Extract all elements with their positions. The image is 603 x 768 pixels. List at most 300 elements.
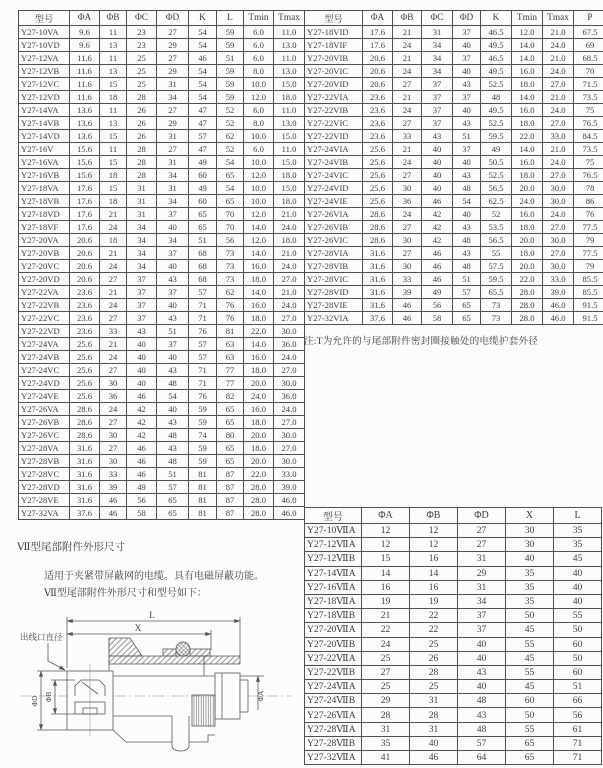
value-cell: 57 — [157, 481, 189, 494]
table-row — [19, 325, 305, 338]
tail-accessory-technical-drawing — [8, 604, 300, 766]
model-cell: Y27-32VIA — [305, 312, 363, 325]
value-cell: 40 — [410, 736, 458, 750]
value-cell: 37 — [127, 273, 157, 286]
value-cell: 20.6 — [70, 273, 100, 286]
table-row — [305, 637, 602, 651]
value-cell: 20.6 — [363, 52, 393, 65]
value-cell: 24 — [362, 637, 410, 651]
model-cell: Y27-28VB — [19, 455, 70, 468]
value-cell: 65 — [506, 736, 554, 750]
model-cell: Y27-28ⅦB — [305, 736, 362, 750]
value-cell: 27 — [100, 364, 127, 377]
value-cell: 51 — [554, 680, 602, 694]
value-cell: 73.5 — [574, 91, 603, 104]
value-cell: 35 — [554, 524, 602, 538]
value-cell: 42 — [422, 221, 453, 234]
value-cell: 46.5 — [481, 52, 512, 65]
value-cell: 68.5 — [574, 52, 603, 65]
value-cell: 60 — [189, 195, 217, 208]
value-cell: 77 — [217, 364, 244, 377]
value-cell: 18.0 — [512, 117, 543, 130]
value-cell: 59 — [217, 78, 244, 91]
value-cell: 34 — [127, 234, 157, 247]
value-cell: 23.6 — [363, 91, 393, 104]
column-header: X — [506, 508, 554, 524]
value-cell: 31 — [127, 182, 157, 195]
model-cell: Y27-12ⅦB — [305, 552, 362, 566]
model-cell: Y27-14VA — [19, 104, 70, 117]
value-cell: 40 — [453, 39, 481, 52]
value-cell: 57.5 — [481, 260, 512, 273]
value-cell: 40 — [554, 580, 602, 594]
value-cell: 22.0 — [244, 325, 274, 338]
value-cell: 43 — [453, 78, 481, 91]
value-cell: 23.6 — [70, 299, 100, 312]
column-header: ΦD — [458, 508, 506, 524]
value-cell: 20.0 — [244, 429, 274, 442]
table-row — [305, 552, 602, 566]
model-cell: Y27-12VD — [19, 91, 70, 104]
value-cell: 40 — [157, 299, 189, 312]
column-header: ΦB — [393, 11, 422, 26]
value-cell: 21 — [393, 26, 422, 39]
value-cell: 57 — [453, 286, 481, 299]
value-cell: 24.0 — [543, 156, 574, 169]
value-cell: 6.0 — [244, 39, 274, 52]
value-cell: 51 — [217, 52, 244, 65]
value-cell: 25.6 — [363, 156, 393, 169]
value-cell: 28.6 — [70, 429, 100, 442]
value-cell: 59 — [217, 65, 244, 78]
table-row — [305, 65, 603, 78]
table-row — [305, 234, 603, 247]
value-cell: 46.0 — [543, 299, 574, 312]
value-cell: 31 — [127, 208, 157, 221]
value-cell: 39 — [393, 286, 422, 299]
value-cell: 37 — [157, 247, 189, 260]
value-cell: 18 — [100, 195, 127, 208]
table-row — [305, 708, 602, 722]
value-cell: 43 — [453, 247, 481, 260]
value-cell: 27 — [393, 117, 422, 130]
value-cell: 27 — [393, 247, 422, 260]
value-cell: 28 — [362, 708, 410, 722]
value-cell: 27.0 — [543, 117, 574, 130]
table-row — [19, 286, 305, 299]
value-cell: 14.0 — [512, 91, 543, 104]
value-cell: 65 — [189, 221, 217, 234]
value-cell: 31.6 — [363, 247, 393, 260]
value-cell: 39.0 — [543, 286, 574, 299]
value-cell: 58 — [127, 507, 157, 520]
value-cell: 52 — [217, 104, 244, 117]
table-row — [305, 665, 602, 679]
column-header: ΦA — [362, 508, 410, 524]
table-row — [19, 390, 305, 403]
value-cell: 11.6 — [70, 78, 100, 91]
model-cell: Y27-22VC — [19, 312, 70, 325]
model-cell: Y27-22ⅦB — [305, 665, 362, 679]
value-cell: 37 — [453, 26, 481, 39]
model-cell: Y27-22VIA — [305, 91, 363, 104]
value-cell: 45 — [506, 651, 554, 665]
value-cell: 33 — [100, 325, 127, 338]
column-header: ΦC — [127, 11, 157, 26]
value-cell: 21 — [393, 52, 422, 65]
value-cell: 16.0 — [512, 104, 543, 117]
table-row — [305, 26, 603, 39]
value-cell: 73.5 — [574, 143, 603, 156]
value-cell: 49.5 — [481, 65, 512, 78]
value-cell: 37 — [127, 312, 157, 325]
value-cell: 34 — [127, 260, 157, 273]
value-cell: 10.0 — [244, 130, 274, 143]
value-cell: 18.0 — [244, 273, 274, 286]
value-cell: 57 — [189, 351, 217, 364]
value-cell: 40 — [127, 364, 157, 377]
value-cell: 20.0 — [512, 182, 543, 195]
value-cell: 24 — [393, 104, 422, 117]
value-cell: 60 — [189, 169, 217, 182]
value-cell: 24.0 — [543, 39, 574, 52]
value-cell: 43 — [453, 117, 481, 130]
model-cell: Y27-24ⅦA — [305, 680, 362, 694]
value-cell: 13.0 — [274, 65, 305, 78]
value-cell: 37.6 — [363, 312, 393, 325]
table-row — [305, 130, 603, 143]
value-cell: 43 — [422, 130, 453, 143]
table-row — [19, 260, 305, 273]
section-paragraph-line2: Ⅶ型尾部附件外形尺寸和型号如下： — [44, 588, 207, 599]
value-cell: 76 — [189, 390, 217, 403]
table-row — [305, 104, 603, 117]
value-cell: 13 — [100, 39, 127, 52]
value-cell: 40 — [157, 403, 189, 416]
table-row — [19, 299, 305, 312]
value-cell: 43 — [157, 273, 189, 286]
value-cell: 24.0 — [274, 221, 305, 234]
value-cell: 68 — [189, 260, 217, 273]
value-cell: 36 — [100, 390, 127, 403]
table-row — [19, 377, 305, 390]
value-cell: 16.0 — [512, 65, 543, 78]
value-cell: 63 — [217, 351, 244, 364]
value-cell: 64 — [458, 751, 506, 765]
o-ring-section — [176, 642, 190, 656]
value-cell: 18.0 — [512, 78, 543, 91]
value-cell: 48 — [453, 234, 481, 247]
model-cell: Y27-28VA — [19, 442, 70, 455]
header-row — [19, 11, 305, 26]
value-cell: 20.6 — [363, 65, 393, 78]
value-cell: 54 — [217, 182, 244, 195]
model-cell: Y27-24VIE — [305, 195, 363, 208]
value-cell: 17.6 — [70, 208, 100, 221]
value-cell: 27.0 — [543, 247, 574, 260]
value-cell: 15.6 — [70, 143, 100, 156]
column-header: ΦB — [410, 508, 458, 524]
value-cell: 53.5 — [481, 221, 512, 234]
table-row — [19, 442, 305, 455]
value-cell: 11.6 — [70, 52, 100, 65]
value-cell: 51 — [453, 273, 481, 286]
table-row — [19, 481, 305, 494]
table-row — [305, 736, 602, 750]
value-cell: 21 — [393, 143, 422, 156]
value-cell: 14.0 — [512, 39, 543, 52]
column-header: L — [217, 11, 244, 26]
value-cell: 30.0 — [543, 182, 574, 195]
value-cell: 75 — [574, 104, 603, 117]
value-cell: 59 — [217, 91, 244, 104]
value-cell: 31 — [458, 580, 506, 594]
table-row — [305, 694, 602, 708]
value-cell: 11.0 — [274, 26, 305, 39]
value-cell: 24.0 — [274, 299, 305, 312]
value-cell: 77.5 — [574, 247, 603, 260]
value-cell: 46 — [422, 247, 453, 260]
value-cell: 40 — [422, 182, 453, 195]
value-cell: 15.0 — [274, 130, 305, 143]
table-row — [19, 403, 305, 416]
table-row — [305, 609, 602, 623]
value-cell: 57 — [458, 736, 506, 750]
model-cell: Y27-26VB — [19, 416, 70, 429]
column-header: Tmin — [512, 11, 543, 26]
value-cell: 15.0 — [274, 182, 305, 195]
value-cell: 14.0 — [512, 52, 543, 65]
model-cell: Y27-18VA — [19, 182, 70, 195]
table-row — [19, 494, 305, 507]
table-row — [305, 39, 603, 52]
value-cell: 31.6 — [70, 494, 100, 507]
value-cell: 70 — [217, 208, 244, 221]
value-cell: 28.6 — [70, 416, 100, 429]
model-cell: Y27-24VB — [19, 351, 70, 364]
table-row — [19, 351, 305, 364]
value-cell: 47 — [189, 143, 217, 156]
model-cell: Y27-26VIC — [305, 234, 363, 247]
model-cell: Y27-20ⅦA — [305, 623, 362, 637]
value-cell: 21 — [100, 247, 127, 260]
value-cell: 40 — [458, 680, 506, 694]
value-cell: 15 — [100, 130, 127, 143]
model-cell: Y27-26VA — [19, 403, 70, 416]
value-cell: 37 — [157, 338, 189, 351]
value-cell: 37 — [422, 91, 453, 104]
value-cell: 14 — [362, 566, 410, 580]
value-cell: 31 — [157, 78, 189, 91]
value-cell: 14.0 — [512, 143, 543, 156]
value-cell: 31 — [410, 694, 458, 708]
value-cell: 12.0 — [244, 91, 274, 104]
value-cell: 56 — [422, 299, 453, 312]
value-cell: 25 — [410, 680, 458, 694]
value-cell: 81 — [217, 325, 244, 338]
model-cell: Y27-20ⅦB — [305, 637, 362, 651]
value-cell: 76 — [217, 312, 244, 325]
value-cell: 29 — [157, 117, 189, 130]
value-cell: 45 — [554, 552, 602, 566]
value-cell: 40 — [453, 208, 481, 221]
value-cell: 26 — [127, 130, 157, 143]
value-cell: 50.5 — [481, 156, 512, 169]
value-cell: 27.0 — [543, 221, 574, 234]
value-cell: 73 — [217, 260, 244, 273]
value-cell: 23 — [127, 39, 157, 52]
value-cell: 16.0 — [244, 351, 274, 364]
value-cell: 42 — [422, 208, 453, 221]
table-row — [19, 208, 305, 221]
value-cell: 28.6 — [363, 221, 393, 234]
value-cell: 27 — [157, 26, 189, 39]
value-cell: 28 — [410, 665, 458, 679]
value-cell: 65 — [189, 208, 217, 221]
coupling-cap — [215, 673, 240, 719]
value-cell: 40 — [453, 104, 481, 117]
value-cell: 27 — [362, 665, 410, 679]
value-cell: 73 — [217, 247, 244, 260]
value-cell: 43 — [157, 416, 189, 429]
value-cell: 66 — [554, 694, 602, 708]
table-row — [305, 273, 603, 286]
value-cell: 56 — [217, 234, 244, 247]
value-cell: 11 — [100, 143, 127, 156]
value-cell: 59 — [189, 403, 217, 416]
value-cell: 21 — [100, 338, 127, 351]
value-cell: 46 — [422, 273, 453, 286]
value-cell: 48 — [458, 694, 506, 708]
table-row — [19, 130, 305, 143]
value-cell: 31 — [422, 26, 453, 39]
value-cell: 25.6 — [363, 169, 393, 182]
model-cell: Y27-16VA — [19, 156, 70, 169]
value-cell: 85.5 — [574, 286, 603, 299]
value-cell: 58 — [422, 312, 453, 325]
value-cell: 34 — [422, 65, 453, 78]
value-cell: 62.5 — [481, 195, 512, 208]
value-cell: 40 — [157, 351, 189, 364]
value-cell: 65 — [453, 299, 481, 312]
value-cell: 49 — [189, 182, 217, 195]
value-cell: 18.0 — [274, 169, 305, 182]
value-cell: 33 — [393, 273, 422, 286]
table-row — [305, 722, 602, 736]
model-cell: Y27-24VE — [19, 390, 70, 403]
value-cell: 12 — [410, 538, 458, 552]
value-cell: 60 — [506, 694, 554, 708]
value-cell: 33.0 — [274, 468, 305, 481]
value-cell: 76 — [574, 208, 603, 221]
value-cell: 21 — [100, 286, 127, 299]
value-cell: 10.0 — [244, 156, 274, 169]
value-cell: 40 — [458, 637, 506, 651]
table-row — [19, 416, 305, 429]
value-cell: 40 — [422, 143, 453, 156]
value-cell: 30.0 — [543, 195, 574, 208]
value-cell: 6.0 — [244, 26, 274, 39]
model-cell: Y27-10VD — [19, 39, 70, 52]
value-cell: 27 — [100, 273, 127, 286]
value-cell: 28.0 — [512, 312, 543, 325]
value-cell: 20.6 — [70, 247, 100, 260]
shell-hump-section — [109, 638, 142, 656]
value-cell: 46.0 — [543, 312, 574, 325]
value-cell: 20.0 — [244, 455, 274, 468]
value-cell: 15 — [100, 156, 127, 169]
value-cell: 18.0 — [512, 247, 543, 260]
value-cell: 46.0 — [274, 494, 305, 507]
value-cell: 9.6 — [70, 26, 100, 39]
table-row — [19, 221, 305, 234]
value-cell: 11.0 — [274, 143, 305, 156]
table-row — [19, 182, 305, 195]
column-header: ΦD — [157, 11, 189, 26]
value-cell: 54 — [189, 78, 217, 91]
table-row — [305, 286, 603, 299]
value-cell: 16.0 — [244, 299, 274, 312]
dim-label-x: X — [134, 623, 142, 633]
value-cell: 37 — [453, 91, 481, 104]
value-cell: 6.0 — [244, 52, 274, 65]
value-cell: 87 — [217, 481, 244, 494]
value-cell: 25 — [362, 651, 410, 665]
value-cell: 65 — [157, 507, 189, 520]
value-cell: 37 — [453, 52, 481, 65]
value-cell: 34 — [157, 91, 189, 104]
value-cell: 69 — [574, 39, 603, 52]
value-cell: 24.0 — [512, 195, 543, 208]
value-cell: 17.6 — [70, 221, 100, 234]
model-cell: Y27-32ⅦA — [305, 751, 362, 765]
value-cell: 12.0 — [244, 169, 274, 182]
value-cell: 18.0 — [274, 195, 305, 208]
value-cell: 70 — [574, 65, 603, 78]
model-cell: Y27-20VC — [19, 260, 70, 273]
value-cell: 40 — [127, 338, 157, 351]
value-cell: 46 — [127, 442, 157, 455]
value-cell: 18.0 — [512, 169, 543, 182]
value-cell: 30.0 — [274, 455, 305, 468]
value-cell: 24.0 — [244, 390, 274, 403]
value-cell: 18.0 — [274, 91, 305, 104]
value-cell: 18.0 — [244, 416, 274, 429]
value-cell: 51 — [453, 130, 481, 143]
value-cell: 36.0 — [274, 390, 305, 403]
value-cell: 14 — [410, 566, 458, 580]
value-cell: 49.5 — [481, 104, 512, 117]
column-header: ΦC — [422, 11, 453, 26]
value-cell: 8.0 — [244, 117, 274, 130]
model-cell: Y27-20VA — [19, 234, 70, 247]
value-cell: 43 — [157, 364, 189, 377]
model-cell: Y27-32VA — [19, 507, 70, 520]
value-cell: 48 — [453, 260, 481, 273]
column-header: 型号 — [305, 508, 362, 524]
value-cell: 21 — [100, 208, 127, 221]
model-cell: Y27-20VIB — [305, 52, 363, 65]
value-cell: 76 — [217, 299, 244, 312]
value-cell: 23.6 — [70, 312, 100, 325]
value-cell: 43 — [458, 665, 506, 679]
model-cell: Y27-24VC — [19, 364, 70, 377]
value-cell: 40 — [157, 260, 189, 273]
value-cell: 43 — [458, 708, 506, 722]
value-cell: 54 — [157, 390, 189, 403]
value-cell: 55 — [506, 722, 554, 736]
value-cell: 12.0 — [512, 26, 543, 39]
